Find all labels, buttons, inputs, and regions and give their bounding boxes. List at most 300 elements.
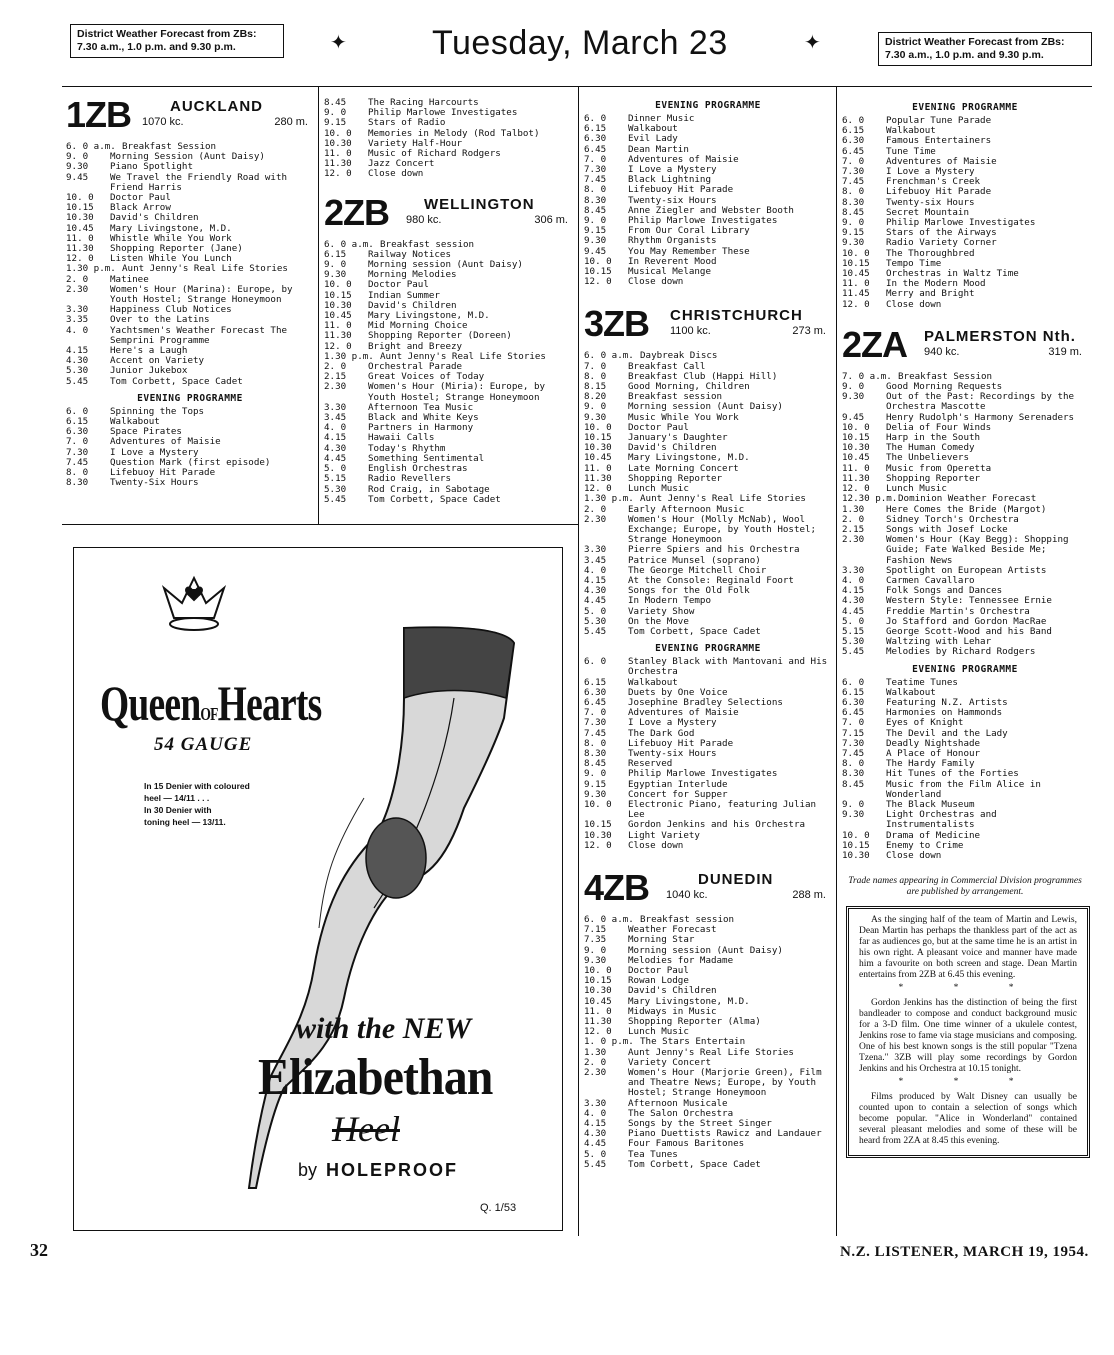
programme-item — [584, 925, 832, 935]
programme-time: 10.30 — [324, 299, 352, 311]
programme-item — [584, 627, 832, 637]
programme-title: Gordon Jenkins and his Orchestra — [628, 820, 806, 831]
programme-time: 5. 0 — [584, 605, 607, 617]
programme-title: Piano Duettists Rawicz and Landauer — [628, 1129, 822, 1140]
programme-title: Happiness Club Notices — [110, 305, 232, 316]
programme-time: 10. 0 — [324, 127, 352, 139]
programme-time: 9. 0 — [584, 768, 607, 780]
programme-time: 7.15 — [584, 924, 607, 936]
programme-time: 7. 0 — [66, 436, 89, 448]
programme-item — [324, 485, 574, 495]
programme-item — [584, 196, 832, 206]
programme-item — [66, 366, 314, 376]
programme-title: The Unbelievers — [886, 453, 969, 464]
weather-line-2: 7.30 a.m., 1.0 p.m. and 9.30 p.m. — [77, 41, 236, 53]
programme-item — [66, 173, 314, 193]
programme-title: Twenty-six Hours — [886, 197, 975, 208]
programme-title: Great Voices of Today — [368, 372, 485, 383]
programme-title: Doctor Paul — [368, 280, 429, 291]
programme-item — [324, 444, 574, 454]
programme-time: 6. 0 a.m. — [584, 914, 634, 925]
brand-hearts: Hearts — [217, 675, 322, 731]
programme-time: 9. 0 — [842, 217, 865, 229]
programme-title: Over to the Latins — [110, 315, 210, 326]
programme-time: 9. 0 — [584, 215, 607, 227]
programme-item — [584, 997, 832, 1007]
price-line: toning heel — 13/11. — [144, 817, 226, 827]
programme-time: 6.30 — [584, 133, 607, 145]
programme-title: Tune Time — [886, 146, 936, 157]
programme-time: 8. 0 — [842, 186, 865, 198]
programme-item — [66, 224, 314, 234]
programme-title: Famous Entertainers — [886, 136, 992, 147]
programme-title: Listen While You Lunch — [110, 254, 232, 265]
programme-list — [842, 372, 1088, 658]
column-rule-2 — [578, 86, 579, 1236]
programme-item — [66, 458, 314, 468]
programme-title: George Scott-Wood and his Band — [886, 626, 1052, 637]
programme-item — [324, 169, 574, 179]
programme-title: Question Mark (first episode) — [110, 457, 271, 468]
programme-time: 8.45 — [842, 206, 865, 218]
programme-time: 2. 0 — [66, 273, 89, 285]
weather-line-1: District Weather Forecast from ZBs: — [885, 36, 1065, 48]
programme-title: Evil Lady — [628, 134, 678, 145]
programme-time: 3.45 — [584, 554, 607, 566]
programme-time: 6.15 — [66, 416, 89, 428]
programme-item — [584, 124, 832, 134]
programme-item — [584, 1109, 832, 1119]
programme-title: Women's Hour (Miria): Europe, by Youth Hostel; Strange Honeymoon — [368, 382, 546, 403]
programme-title: Light Orchestras and Instrumentalists — [886, 810, 997, 831]
programme-item — [584, 759, 832, 769]
programme-item — [584, 165, 832, 175]
programme-item — [584, 607, 832, 617]
programme-time: 6.30 — [584, 686, 607, 698]
station-frequency: 980 kc. — [406, 213, 442, 226]
programme-item — [842, 249, 1088, 259]
programme-title: Mary Livingstone, M.D. — [110, 223, 232, 234]
programme-title: Lunch Music — [886, 484, 947, 495]
crown-icon — [164, 578, 224, 630]
programme-item — [584, 729, 832, 739]
programme-title: Daybreak Discs — [640, 351, 718, 362]
programme-item — [584, 216, 832, 226]
programme-item — [584, 718, 832, 728]
programme-item — [842, 238, 1088, 248]
programme-title: Hawaii Calls — [368, 433, 435, 444]
programme-time: 6.15 — [584, 123, 607, 135]
programme-title: Songs with Josef Locke — [886, 524, 1008, 535]
programme-item — [66, 448, 314, 458]
price-line: In 15 Denier with coloured — [144, 781, 250, 791]
programme-title: Eyes of Knight — [886, 718, 964, 729]
station-city: WELLINGTON — [424, 195, 535, 213]
programme-title: Morning session (Aunt Daisy) — [628, 945, 783, 956]
programme-time: 7. 0 — [584, 153, 607, 165]
price-line: heel — 14/11 . . . — [144, 793, 210, 803]
programme-item — [324, 270, 574, 280]
programme-item — [584, 1150, 832, 1160]
programme-title: Songs for the Old Folk — [628, 586, 750, 597]
programme-title: Memories in Melody (Rod Talbot) — [368, 128, 540, 139]
programme-title: Jo Stafford and Gordon MacRae — [886, 616, 1047, 627]
programme-item — [842, 392, 1088, 412]
brand-name — [100, 674, 321, 732]
station-city: DUNEDIN — [698, 871, 774, 888]
programme-item — [584, 586, 832, 596]
programme-time: 11.30 — [324, 330, 352, 342]
programme-time: 10. 0 — [66, 192, 94, 204]
programme-time: 11. 0 — [842, 462, 870, 474]
programme-time: 7. 0 — [584, 360, 607, 372]
programme-item — [324, 433, 574, 443]
programme-time: 10. 0 — [584, 421, 612, 433]
programme-title: Popular Tune Parade — [886, 116, 992, 126]
programme-time: 5.45 — [584, 1158, 607, 1170]
programme-title: Melodies by Richard Rodgers — [886, 647, 1036, 658]
programme-title: Duets by One Voice — [628, 687, 728, 698]
programme-item — [324, 474, 574, 484]
by-label: by — [298, 1160, 318, 1180]
programme-time: 9. 0 — [324, 107, 347, 119]
programme-item — [842, 494, 1088, 504]
programme-time: 1.30 p.m. — [66, 263, 116, 275]
programme-item — [66, 234, 314, 244]
programme-time: 6.45 — [842, 707, 865, 719]
column-rule-3 — [836, 86, 837, 1236]
programme-time: 4. 0 — [584, 564, 607, 576]
programme-title: Western Style: Tennessee Ernie — [886, 596, 1052, 607]
programme-item — [842, 423, 1088, 433]
programme-item — [584, 423, 832, 433]
programme-time: 10.15 — [584, 975, 612, 987]
programme-title: Tom Corbett, Space Cadet — [628, 1159, 761, 1170]
programme-time: 9.30 — [842, 237, 865, 249]
programme-item — [324, 139, 574, 149]
programme-time: 4.15 — [584, 574, 607, 586]
programme-list-continued — [324, 98, 574, 180]
programme-time: 10.30 — [66, 212, 94, 224]
programme-title: Tom Corbett, Space Cadet — [110, 376, 243, 387]
station-wavelength: 288 m. — [792, 889, 826, 901]
programme-item — [584, 820, 832, 830]
programme-time: 4.45 — [842, 605, 865, 617]
evening-heading: EVENING PROGRAMME — [912, 102, 1018, 113]
programme-title: Afternoon Musicale — [628, 1098, 728, 1109]
programme-time: 8.20 — [584, 391, 607, 403]
programme-title: Lunch Music — [628, 484, 689, 495]
programme-time: 4.30 — [324, 442, 347, 454]
programme-item — [584, 382, 832, 392]
programme-title: Variety Show — [628, 606, 695, 617]
programme-title: Good Morning, Children — [628, 382, 750, 393]
programme-time: 6. 0 — [842, 115, 865, 126]
programme-title: Philip Marlowe Investigates — [368, 108, 518, 119]
note-dean-martin: As the singing half of the team of Martin and Lewis, Dean Martin has perhaps the thankless part of the act as far as audiences go, but at the same time he is an artist in his own right. A pleasant voice and manner have made him a favourite on both screen and stage. Dean Martin entertains from 2ZB at 6.45 this evening. — [859, 915, 1077, 980]
programme-title: Weather Forecast — [628, 925, 717, 936]
programme-item — [324, 260, 574, 270]
programme-item — [584, 515, 832, 546]
programme-title: Piano Spotlight — [110, 162, 193, 173]
programme-item — [584, 114, 832, 124]
programme-title: You May Remember These — [628, 246, 750, 257]
programme-title: Philip Marlowe Investigates — [628, 216, 778, 227]
trade-names-note: Trade names appearing in Commercial Division programmes are published by arrangement. — [848, 876, 1082, 897]
programme-time: 5. 0 — [324, 463, 347, 475]
programme-title: Music of Richard Rodgers — [368, 149, 501, 160]
programme-title: Music from the Film Alice in Wonderland — [886, 779, 1041, 800]
programme-time: 8.45 — [584, 204, 607, 216]
programme-time: 10.30 — [842, 850, 870, 861]
programme-item — [324, 250, 574, 260]
programme-title: Adventures of Maisie — [886, 156, 997, 167]
programme-title: Doctor Paul — [110, 193, 171, 204]
programme-time: 10.30 — [584, 985, 612, 997]
programme-title: Frenchman's Creek — [886, 177, 981, 188]
programme-time: 11.30 — [842, 472, 870, 484]
programme-time: 5.30 — [842, 636, 865, 648]
programme-item — [842, 718, 1088, 728]
programme-item — [66, 244, 314, 254]
programme-time: 7.30 — [842, 737, 865, 749]
programme-time: 10.30 — [842, 442, 870, 454]
programme-title: Music from Operetta — [886, 463, 992, 474]
programme-item — [324, 280, 574, 290]
programme-time: 2.30 — [324, 381, 347, 393]
station-code: 2ZB — [324, 191, 390, 233]
programme-item — [584, 372, 832, 382]
header-rule — [62, 86, 1092, 87]
programme-item — [584, 453, 832, 463]
programme-item — [66, 264, 314, 274]
programme-title: The Salon Orchestra — [628, 1108, 734, 1119]
programme-time: 4.45 — [584, 595, 607, 607]
weather-forecast-box-left — [70, 24, 284, 58]
programme-time: 10.45 — [584, 452, 612, 464]
programme-time: 7.30 — [842, 166, 865, 178]
programme-title: English Orchestras — [368, 464, 468, 475]
programme-item — [66, 437, 314, 447]
programme-time: 5.15 — [324, 473, 347, 485]
programme-item — [842, 126, 1088, 136]
programme-item — [842, 637, 1088, 647]
programme-time: 2.15 — [842, 523, 865, 535]
programme-item — [324, 454, 574, 464]
programme-title: Musical Melange — [628, 267, 711, 278]
programme-time: 5.45 — [324, 493, 347, 505]
programme-title: Women's Hour (Marjorie Green), Film and Theatre News; Europe, by Youth Hostel; Strange Honeymoon — [628, 1068, 822, 1099]
programme-time: 9.30 — [584, 788, 607, 800]
programme-time: 8. 0 — [842, 758, 865, 770]
programme-time: 11.30 — [324, 158, 352, 170]
programme-time: 6. 0 a.m. — [66, 141, 116, 152]
programme-title: Four Famous Baritones — [628, 1139, 745, 1150]
programme-time: 6. 0 — [584, 656, 607, 668]
programme-item — [842, 729, 1088, 739]
programme-title: Adventures of Maisie — [628, 708, 739, 719]
programme-time: 9.15 — [584, 225, 607, 237]
publication-line: N.Z. LISTENER, MARCH 19, 1954. — [840, 1244, 1089, 1260]
programme-time: 6. 0 a.m. — [324, 238, 374, 250]
station-wavelength: 319 m. — [1048, 345, 1082, 358]
programme-time: 12.30 p.m. — [842, 493, 898, 505]
programme-item — [842, 433, 1088, 443]
programme-item — [842, 177, 1088, 187]
programme-item — [324, 382, 574, 402]
programme-title: Morning Melodies — [368, 270, 457, 281]
programme-time: 10.15 — [324, 289, 352, 301]
programme-title: Black Lightning — [628, 175, 711, 186]
programme-time: 4.30 — [584, 585, 607, 597]
programme-title: Aunt Jenny's Real Life Stories — [640, 494, 806, 505]
product-name: Elizabethan — [258, 1049, 493, 1106]
programme-time: 10.15 — [842, 839, 870, 851]
programme-item — [584, 474, 832, 484]
programme-title: Dominion Weather Forecast — [898, 494, 1037, 505]
programme-time: 1.30 — [842, 503, 865, 515]
programme-time: 7.45 — [842, 176, 865, 188]
programme-time: 9. 0 — [324, 259, 347, 271]
station-2za-column — [842, 102, 1088, 861]
holeproof-advertisement — [73, 547, 563, 1231]
station-city: AUCKLAND — [170, 98, 263, 115]
programme-title: Mary Livingstone, M.D. — [628, 453, 750, 464]
programme-time: 6. 0 a.m. — [584, 350, 634, 362]
programme-item — [584, 494, 832, 504]
programme-title: The Hardy Family — [886, 759, 975, 770]
programme-title: Matinee — [110, 274, 149, 285]
programme-item — [584, 708, 832, 718]
programme-time: 8.45 — [584, 758, 607, 770]
station-code: 2ZA — [842, 323, 908, 365]
programme-time: 11. 0 — [66, 232, 94, 244]
programme-item — [584, 392, 832, 402]
programme-item — [324, 129, 574, 139]
programme-item — [324, 423, 574, 433]
programme-time: 5.45 — [66, 375, 89, 387]
programme-time: 10.30 — [584, 829, 612, 841]
programme-title: Radio Variety Corner — [886, 238, 997, 249]
programme-time: 10.30 — [324, 137, 352, 149]
programme-list — [584, 351, 832, 637]
page-date: Tuesday, March 23 — [432, 24, 728, 62]
programme-title: Songs by the Street Singer — [628, 1119, 772, 1130]
programme-item — [842, 279, 1088, 289]
programme-title: Tea Tunes — [628, 1149, 678, 1160]
programme-item — [584, 206, 832, 216]
programme-time: 3.30 — [324, 401, 347, 413]
programme-title: Sidney Torch's Orchestra — [886, 514, 1019, 525]
programme-time: 8. 0 — [66, 467, 89, 479]
programme-time: 11. 0 — [324, 148, 352, 160]
programme-time: 10. 0 — [842, 247, 870, 259]
with-the-new: with the NEW — [296, 1012, 472, 1045]
programme-title: Egyptian Interlude — [628, 779, 728, 790]
programme-item — [842, 413, 1088, 423]
programme-time: 2. 0 — [584, 1056, 607, 1068]
programme-title: Tom Corbett, Space Cadet — [368, 494, 501, 505]
programme-title: I Love a Mystery — [110, 447, 199, 458]
programme-item — [584, 505, 832, 515]
programme-time: 9.30 — [66, 161, 89, 173]
programme-item — [842, 198, 1088, 208]
programme-title: Women's Hour (Molly McNab), Wool Exchange; Europe, by Youth Hostel; Strange Honeymoon — [628, 514, 817, 546]
programme-title: From Our Coral Library — [628, 226, 750, 237]
programme-time: 9.45 — [842, 411, 865, 423]
programme-item — [842, 708, 1088, 718]
programme-time: 7.35 — [584, 934, 607, 946]
programme-item — [842, 269, 1088, 279]
programme-item — [584, 1007, 832, 1017]
gauge-label: 54 GAUGE — [154, 734, 253, 755]
programme-item — [842, 800, 1088, 810]
programme-item — [584, 1129, 832, 1139]
programme-time: 8. 0 — [584, 370, 607, 382]
page-number: 32 — [30, 1240, 48, 1260]
programme-time: 6.30 — [842, 696, 865, 708]
programme-time: 8.30 — [842, 196, 865, 208]
programme-title: Here Comes the Bride (Margot) — [886, 504, 1047, 515]
station-header — [66, 96, 314, 142]
programme-item — [842, 464, 1088, 474]
programme-item — [584, 956, 832, 966]
programme-title: Breakfast Call — [628, 361, 706, 372]
programme-time: 6. 0 — [66, 405, 89, 417]
programme-item — [584, 257, 832, 267]
station-wavelength: 306 m. — [534, 213, 568, 226]
programme-title: Enemy to Crime — [886, 840, 964, 851]
programme-title: Here's a Laugh — [110, 346, 188, 357]
programme-title: Walkabout — [886, 687, 936, 698]
programme-item — [584, 175, 832, 185]
programme-item — [842, 841, 1088, 851]
programme-title: The Devil and the Lady — [886, 728, 1008, 739]
programme-time: 4.15 — [584, 1118, 607, 1130]
programme-title: Close down — [628, 840, 684, 851]
programme-title: David's Children — [628, 443, 717, 454]
programme-item — [842, 382, 1088, 392]
programme-item — [584, 545, 832, 555]
programme-item — [842, 525, 1088, 535]
programme-item — [842, 515, 1088, 525]
programme-title: Secret Mountain — [886, 207, 969, 218]
programme-time: 11. 0 — [584, 462, 612, 474]
programme-time: 6.45 — [584, 143, 607, 155]
programme-item — [66, 377, 314, 387]
programme-item — [842, 300, 1088, 310]
programme-title: Hit Tunes of the Forties — [886, 769, 1019, 780]
programme-title: Teatime Tunes — [886, 677, 958, 688]
programme-time: 4.30 — [584, 1128, 607, 1140]
programme-time: 9.30 — [842, 391, 865, 403]
programme-item — [584, 362, 832, 372]
programme-item — [66, 417, 314, 427]
programme-title: Early Afternoon Music — [628, 504, 745, 515]
programme-time: 6.15 — [842, 125, 865, 137]
programme-time: 1.30 — [584, 1046, 607, 1058]
programme-time: 9.15 — [324, 117, 347, 129]
programme-time: 10.45 — [842, 452, 870, 464]
programme-item — [584, 596, 832, 606]
programme-item — [584, 185, 832, 195]
programme-title: January's Daughter — [628, 433, 728, 444]
programme-title: Folk Songs and Dances — [886, 586, 1003, 597]
programme-time: 10. 0 — [584, 965, 612, 977]
programme-time: 9.30 — [584, 235, 607, 247]
programme-item — [584, 351, 832, 361]
programme-time: 10. 0 — [584, 255, 612, 267]
